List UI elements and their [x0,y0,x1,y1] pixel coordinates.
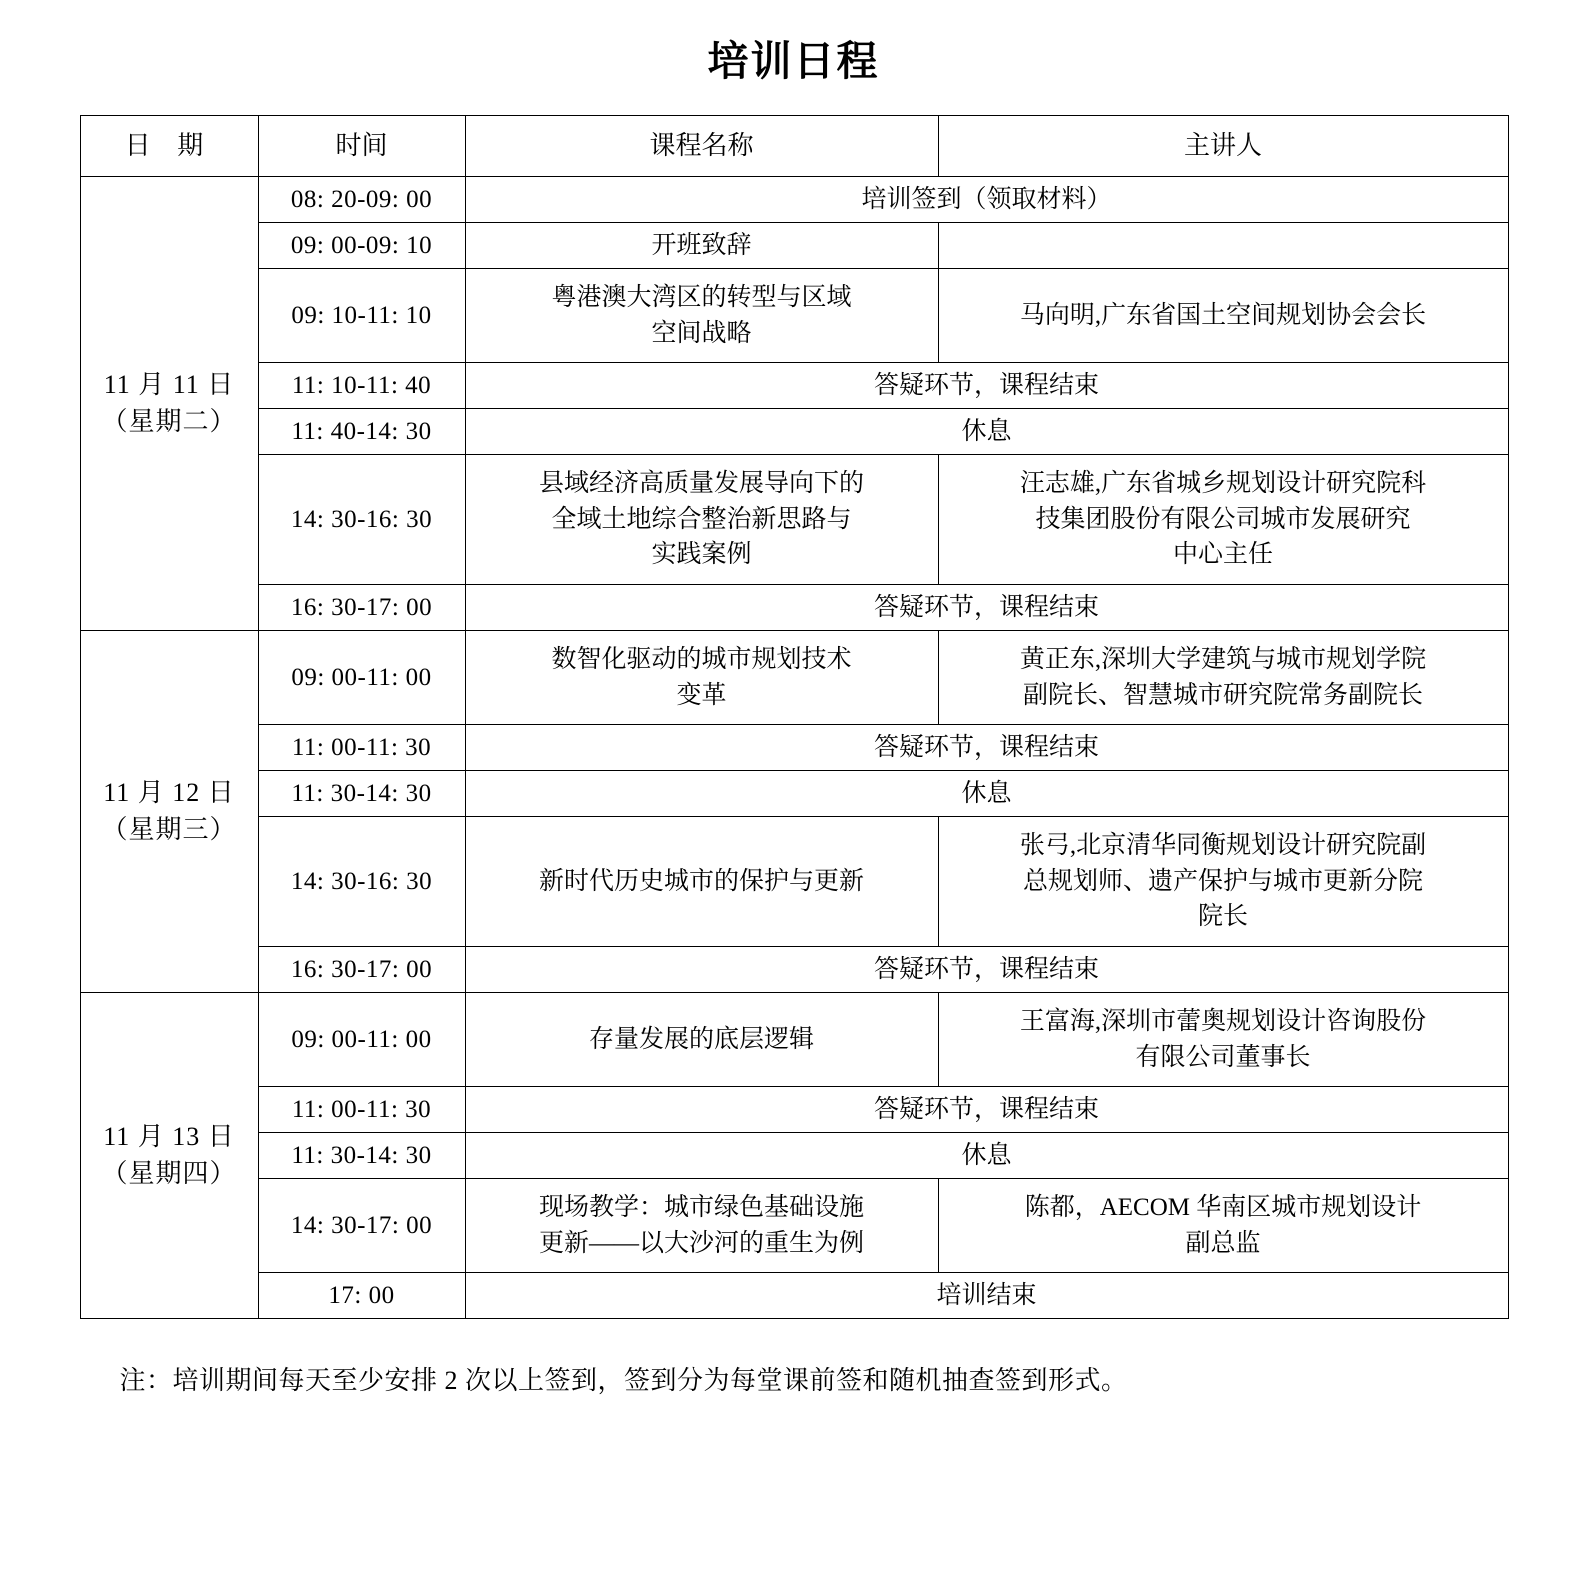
table-row [80,817,1508,947]
schedule-time-cell: 09: 00-11: 00 [258,631,465,725]
table-row [80,1133,1508,1179]
page-title: 培训日程 [707,38,880,84]
table-row [80,947,1508,993]
schedule-course-cell: 开班致辞 [465,223,938,269]
table-row [80,585,1508,631]
schedule-time-cell: 11: 30-14: 30 [258,771,465,817]
header-row [80,116,1508,177]
column-header-date [80,116,258,177]
table-row [80,631,1508,725]
schedule-speaker-cell: 马向明,广东省国土空间规划协会会长 [938,269,1508,363]
table-header [80,116,1508,177]
schedule-merged-cell: 休息 [465,771,1508,817]
schedule-time-cell: 11: 30-14: 30 [258,1133,465,1179]
table-row [80,725,1508,771]
schedule-speaker-cell [938,223,1508,269]
schedule-time-cell: 14: 30-17: 00 [258,1179,465,1273]
schedule-speaker-cell: 汪志雄,广东省城乡规划设计研究院科 技集团股份有限公司城市发展研究 中心主任 [938,455,1508,585]
table-row [80,771,1508,817]
table-row [80,1087,1508,1133]
table-row [80,363,1508,409]
schedule-merged-cell: 答疑环节，课程结束 [465,1087,1508,1133]
schedule-time-cell: 16: 30-17: 00 [258,585,465,631]
schedule-time-cell: 09: 10-11: 10 [258,269,465,363]
date-weekday-label: （星期三） [101,814,237,844]
date-day-label: 11 月 11 日 [103,369,235,399]
schedule-merged-cell: 答疑环节，课程结束 [465,363,1508,409]
date-day-label: 11 月 12 日 [103,777,235,807]
table-row [80,993,1508,1087]
column-header-course: 课程名称 [465,116,938,177]
date-weekday-label: （星期四） [101,1158,237,1188]
schedule-time-cell: 14: 30-16: 30 [258,817,465,947]
schedule-course-cell: 粤港澳大湾区的转型与区域 空间战略 [465,269,938,363]
schedule-speaker-cell: 张弓,北京清华同衡规划设计研究院副 总规划师、遗产保护与城市更新分院 院长 [938,817,1508,947]
schedule-date-cell [80,631,258,993]
schedule-merged-cell: 休息 [465,409,1508,455]
schedule-merged-cell: 答疑环节，课程结束 [465,725,1508,771]
table-row [80,1179,1508,1273]
schedule-time-cell: 09: 00-11: 00 [258,993,465,1087]
column-header-time: 时间 [258,116,465,177]
schedule-merged-cell: 答疑环节，课程结束 [465,947,1508,993]
training-schedule-table [80,115,1509,1319]
table-row [80,177,1508,223]
schedule-time-cell: 17: 00 [258,1273,465,1319]
schedule-table-container [80,115,1508,1319]
date-weekday-label: （星期二） [101,406,237,436]
table-row [80,455,1508,585]
schedule-merged-cell: 答疑环节，课程结束 [465,585,1508,631]
schedule-time-cell: 14: 30-16: 30 [258,455,465,585]
table-row [80,1273,1508,1319]
schedule-time-cell: 11: 00-11: 30 [258,725,465,771]
table-body [80,177,1508,1319]
table-row [80,269,1508,363]
footnote: 注：培训期间每天至少安排 2 次以上签到，签到分为每堂课前签和随机抽查签到形式。 [119,1366,1128,1396]
schedule-time-cell: 11: 40-14: 30 [258,409,465,455]
schedule-speaker-cell: 陈都，AECOM 华南区城市规划设计 副总监 [938,1179,1508,1273]
schedule-speaker-cell: 王富海,深圳市蕾奥规划设计咨询股份 有限公司董事长 [938,993,1508,1087]
schedule-time-cell: 11: 00-11: 30 [258,1087,465,1133]
schedule-date-cell [80,177,258,631]
schedule-course-cell: 数智化驱动的城市规划技术 变革 [465,631,938,725]
schedule-merged-cell: 培训结束 [465,1273,1508,1319]
schedule-time-cell: 11: 10-11: 40 [258,363,465,409]
schedule-course-cell: 存量发展的底层逻辑 [465,993,938,1087]
schedule-date-cell [80,993,258,1319]
table-row [80,223,1508,269]
date-day-label: 11 月 13 日 [103,1121,235,1151]
column-header-date-label: 日 期 [124,130,214,160]
schedule-course-cell: 现场教学：城市绿色基础设施 更新——以大沙河的重生为例 [465,1179,938,1273]
schedule-merged-cell: 休息 [465,1133,1508,1179]
schedule-course-cell: 新时代历史城市的保护与更新 [465,817,938,947]
schedule-time-cell: 09: 00-09: 10 [258,223,465,269]
column-header-speaker: 主讲人 [938,116,1508,177]
schedule-speaker-cell: 黄正东,深圳大学建筑与城市规划学院 副院长、智慧城市研究院常务副院长 [938,631,1508,725]
table-row [80,409,1508,455]
schedule-time-cell: 16: 30-17: 00 [258,947,465,993]
schedule-merged-cell: 培训签到（领取材料） [465,177,1508,223]
schedule-course-cell: 县域经济高质量发展导向下的 全域土地综合整治新思路与 实践案例 [465,455,938,585]
schedule-time-cell: 08: 20-09: 00 [258,177,465,223]
